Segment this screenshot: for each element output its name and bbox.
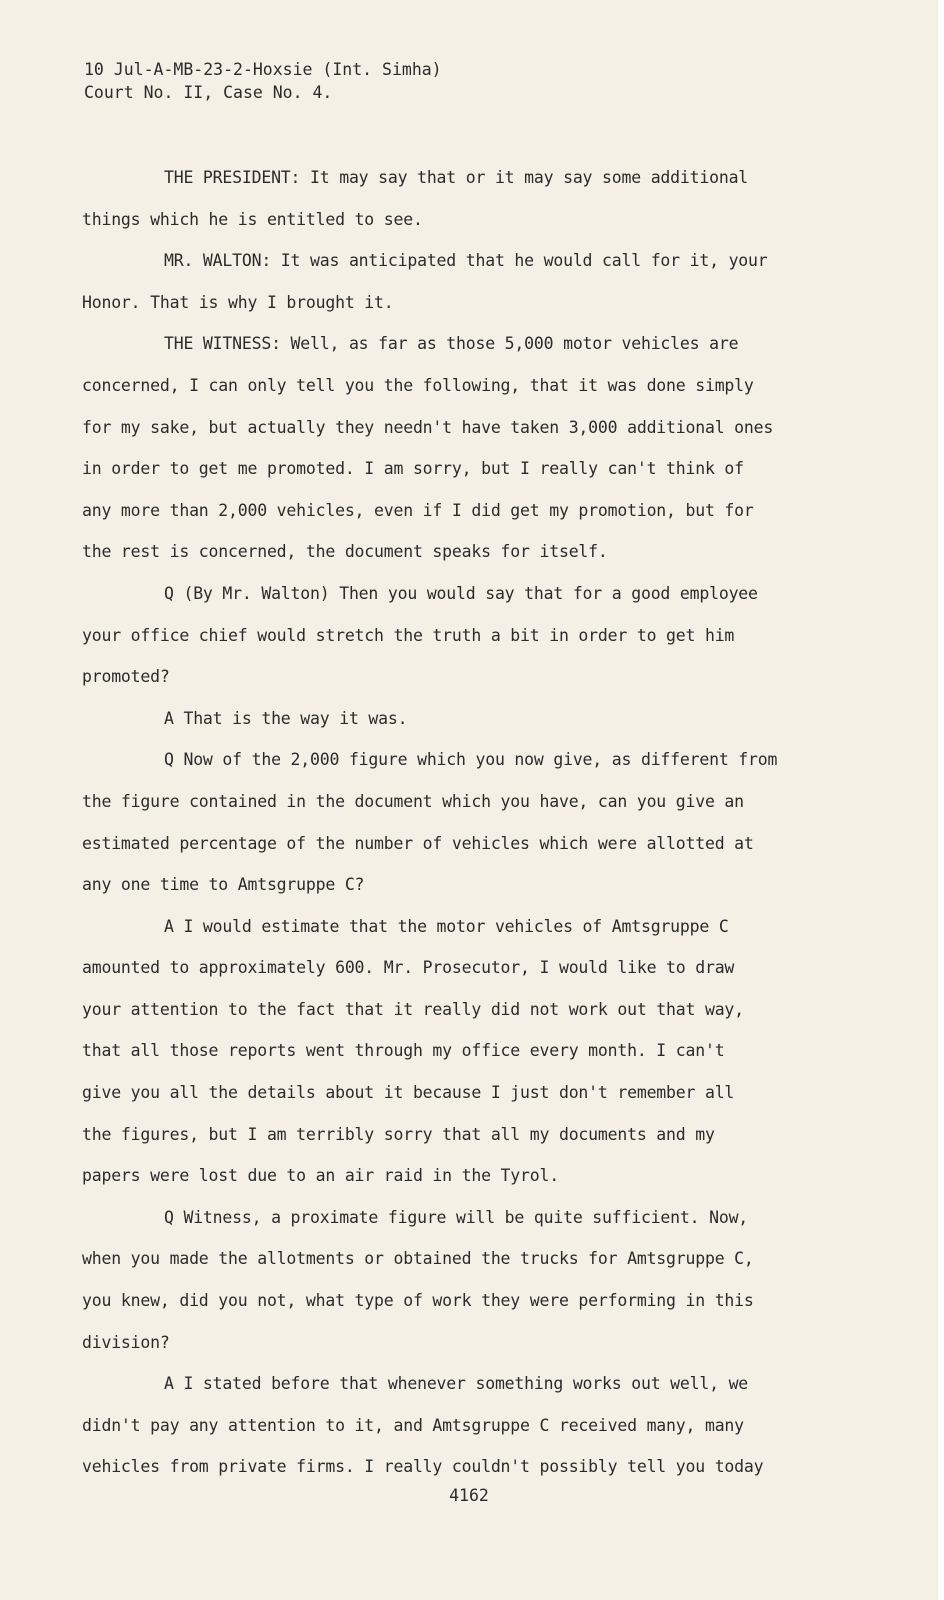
transcript-line: Q Now of the 2,000 figure which you now give, as different from (164, 750, 778, 770)
transcript-line: your attention to the fact that it really did not work out that way, (82, 999, 744, 1019)
header-line-court: Court No. II, Case No. 4. (84, 83, 333, 102)
transcript-line: the figures, but I am terribly sorry that all my documents and my (82, 1124, 715, 1144)
transcript-line: give you all the details about it because I just don't remember all (82, 1083, 735, 1103)
transcript-line: any one time to Amtsgruppe C? (82, 875, 365, 895)
transcript-line: in order to get me promoted. I am sorry, but I really can't think of (82, 459, 744, 479)
transcript-body (82, 157, 822, 1488)
transcript-line: estimated percentage of the number of vehicles which were allotted at (82, 833, 754, 853)
transcript-line: THE PRESIDENT: It may say that or it may say some additional (164, 168, 749, 187)
header-line-session: 10 Jul-A-MB-23-2-Hoxsie (Int. Simha) (84, 60, 442, 79)
transcript-line: vehicles from private firms. I really couldn't possibly tell you today (82, 1457, 764, 1477)
transcript-line: THE WITNESS: Well, as far as those 5,000 motor vehicles are (164, 334, 739, 354)
transcript-line: for my sake, but actually they needn't have taken 3,000 additional ones (82, 417, 774, 437)
transcript-line: the rest is concerned, the document speaks for itself. (82, 542, 608, 562)
page-number: 4162 (449, 1486, 489, 1505)
transcript-line: you knew, did you not, what type of work they were performing in this (82, 1291, 754, 1311)
transcript-line: your office chief would stretch the truth a bit in order to get him (82, 625, 735, 645)
transcript-line: A I would estimate that the motor vehicles of Amtsgruppe C (164, 916, 729, 936)
transcript-line: amounted to approximately 600. Mr. Prosecutor, I would like to draw (82, 958, 735, 978)
transcript-line: things which he is entitled to see. (82, 209, 423, 229)
transcript-line: concerned, I can only tell you the following, that it was done simply (82, 375, 754, 395)
transcript-line: Honor. That is why I brought it. (82, 292, 394, 312)
transcript-line: A I stated before that whenever something works out well, we (164, 1374, 749, 1394)
transcript-line: Q Witness, a proximate figure will be quite sufficient. Now, (164, 1207, 749, 1227)
transcript-line: A That is the way it was. (164, 708, 408, 728)
transcript-line: papers were lost due to an air raid in the Tyrol. (82, 1166, 559, 1186)
page-header (84, 58, 442, 104)
transcript-line: didn't pay any attention to it, and Amtsgruppe C received many, many (82, 1415, 744, 1435)
transcript-line: the figure contained in the document which you have, can you give an (82, 791, 744, 811)
transcript-line: Q (By Mr. Walton) Then you would say that for a good employee (164, 583, 758, 603)
transcript-line: division? (82, 1332, 170, 1352)
transcript-line: promoted? (82, 667, 170, 687)
transcript-line: any more than 2,000 vehicles, even if I did get my promotion, but for (82, 500, 754, 520)
transcript-line: when you made the allotments or obtained the trucks for Amtsgruppe C, (82, 1249, 754, 1269)
transcript-line: MR. WALTON: It was anticipated that he would call for it, your (164, 251, 768, 271)
transcript-line: that all those reports went through my office every month. I can't (82, 1041, 725, 1061)
